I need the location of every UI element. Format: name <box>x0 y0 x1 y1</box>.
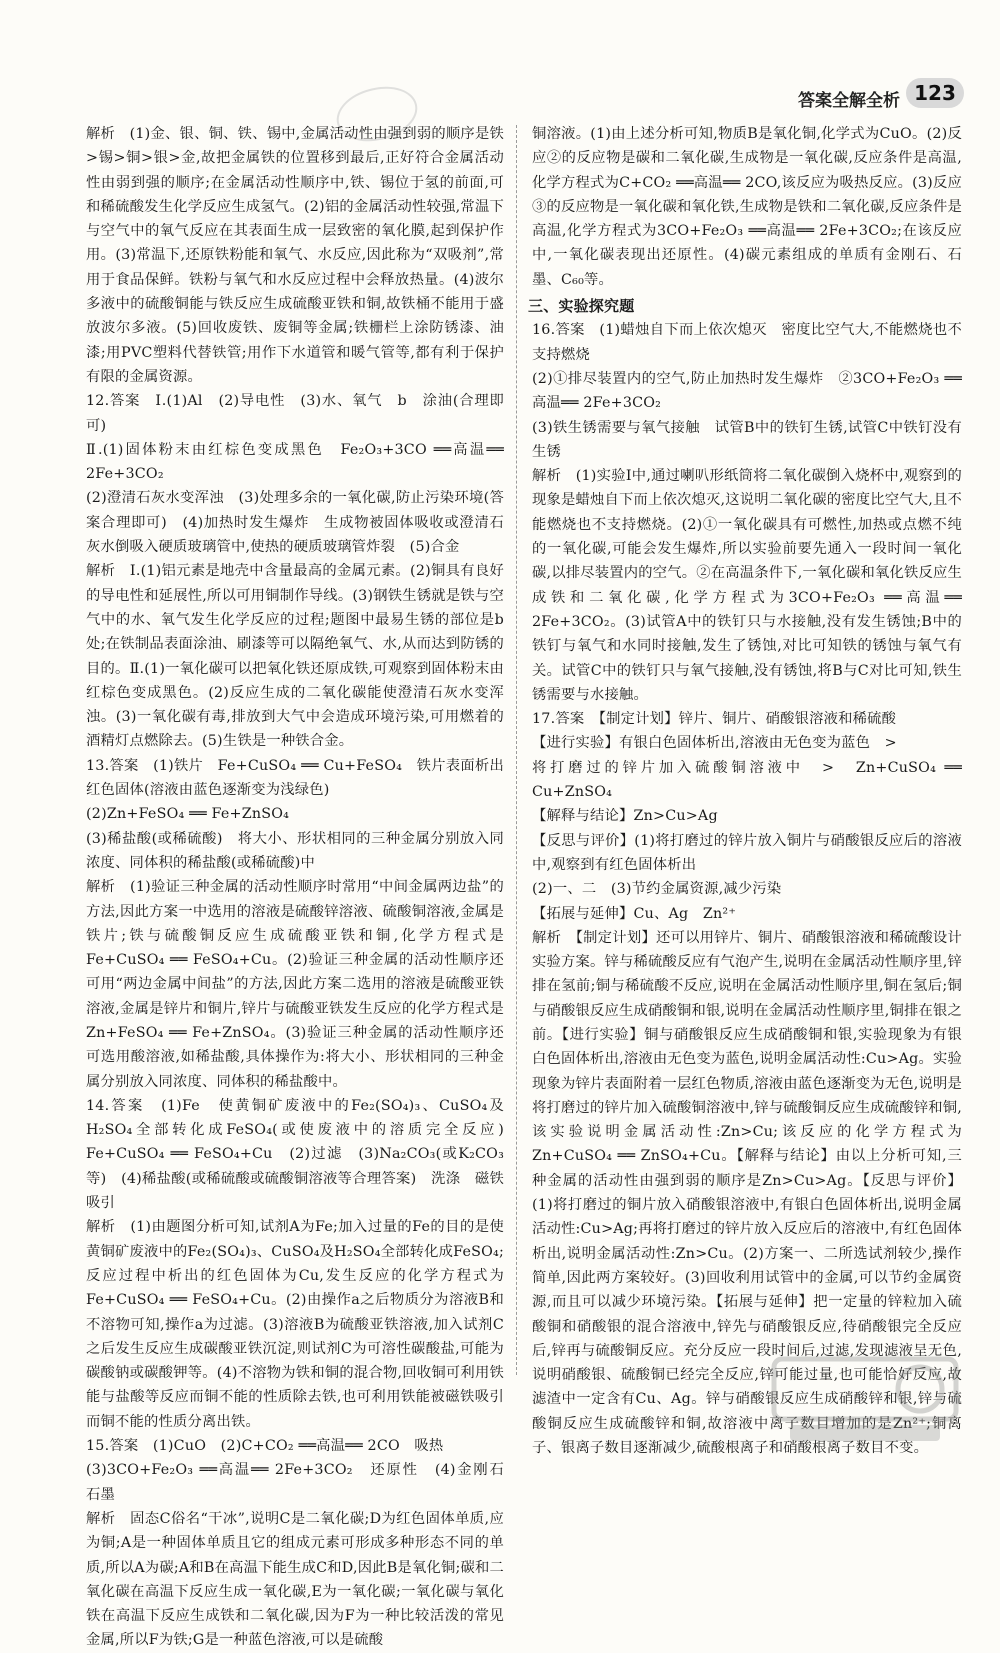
right-column <box>528 122 962 1460</box>
paragraph: 解析 (1)由题图分析可知,试剂A为Fe;加入过量的Fe的目的是使黄铜矿废液中的Fe₂(SO₄)₃、CuSO₄及H₂SO₄全部转化成FeSO₄;反应过程中析出的红色固体为Cu,发生反应的化学方程式为Fe+CuSO₄ ══ FeSO₄+Cu。(2)由操作a之后物质分为溶液B和不溶物可知,操作a为过滤。(3)溶液B为硫酸亚铁溶液,加入试剂C之后发生反应生成碳酸亚铁沉淀,则试剂C为可溶性碳酸盐,可能为碳酸钠或碳酸钾等。(4)不溶物为铁和铜的混合物,回收铜可利用铁能与盐酸等反应而铜不能的性质除去铁,也可利用铁能被磁铁吸引而铜不能的性质分离出铁。 <box>86 1219 504 1430</box>
paragraph: 【解释与结论】Zn>Cu>Ag <box>532 808 718 825</box>
header-title: 答案全解全析 <box>798 91 900 111</box>
paragraph: 15.答案 (1)CuO (2)C+CO₂ ══高温══ 2CO 吸热 <box>86 1438 444 1455</box>
paragraph: (3)3CO+Fe₂O₃ ══高温══ 2Fe+3CO₂ 还原性 (4)金刚石 石墨 <box>86 1462 519 1503</box>
paragraph: 解析 (1)金、银、铜、铁、锡中,金属活动性由强到弱的顺序是铁>锡>铜>银>金,故把金属铁的位置移到最后,正好符合金属活动性由弱到强的顺序;在金属活动性顺序中,铁、锡位于氢的前面,可和稀硫酸发生化学反应生成氢气。(2)铝的金属活动性较强,常温下与空气中的氧气反应在其表面生成一层致密的氧化膜,起到保护作用。(3)常温下,还原铁粉能和氧气、水反应,因此称为“双吸剂”,常用于食品保鲜。铁粉与氧气和水反应过程中会释放热量。(4)波尔多液中的硫酸铜能与铁反应生成硫酸亚铁和铜,故铁桶不能用于盛放波尔多液。(5)回收废铁、废铜等金属;铁栅栏上涂防锈漆、油漆;用PVC塑料代替铁管;用作下水道管和暖气管等,都有利于保护有限的金属资源。 <box>86 126 504 385</box>
column-divider <box>516 125 517 1375</box>
paragraph: 解析 (1)验证三种金属的活动性顺序时常用“中间金属两边盐”的方法,因此方案一中选用的溶液是硫酸锌溶液、硫酸铜溶液,金属是铁片;铁与硫酸铜反应生成硫酸亚铁和铜,化学方程式是Fe+CuSO₄ ══ FeSO₄+Cu。(2)验证三种金属的活动性顺序还可用“两边金属中间盐”的方法,因此方案二选用的溶液是硫酸亚铁溶液,金属是锌片和铜片,锌片与硫酸亚铁发生反应的化学方程式是Zn+FeSO₄ ══ Fe+ZnSO₄。(3)验证三种金属的活动性顺序还可选用酸溶液,如稀盐酸,具体操作为:将大小、形状相同的三种金属分别放入同浓度、同体积的稀盐酸中。 <box>86 879 504 1090</box>
paragraph: (3)稀盐酸(或稀硫酸) 将大小、形状相同的三种金属分别放入同浓度、同体积的稀盐酸(或稀硫酸)中 <box>86 830 504 871</box>
paragraph: Ⅱ.(1)固体粉末由红棕色变成黑色 Fe₂O₃+3CO ══高温══ 2Fe+3CO₂ <box>86 441 504 483</box>
left-column <box>86 122 519 1653</box>
paragraph: (2)Zn+FeSO₄ ══ Fe+ZnSO₄ <box>86 806 290 823</box>
paragraph: 【进行实验】有银白色固体析出,溶液由无色变为蓝色 > <box>532 735 897 752</box>
section-title: 三、实验探究题 <box>528 297 635 316</box>
page-header <box>0 0 1000 118</box>
paragraph: (3)铁生锈需要与氧气接触 试管B中的铁钉生锈,试管C中铁钉没有生锈 <box>532 419 962 460</box>
paragraph: 13.答案 (1)铁片 Fe+CuSO₄ ══ Cu+FeSO₄ 铁片表面析出红色固体(溶液由蓝色逐渐变为浅绿色) <box>86 757 504 799</box>
watermark-logo-icon <box>770 1355 960 1447</box>
paragraph: 解析 Ⅰ.(1)铝元素是地壳中含量最高的金属元素。(2)铜具有良好的导电性和延展性,所以可用铜制作导线。(3)钢铁生锈就是铁与空气中的水、氧气发生化学反应的过程;题图中最易生锈的部位是b处;在铁制品表面涂油、刷漆等可以隔绝氧气、水,从而达到防锈的目的。Ⅱ.(1)一氧化碳可以把氧化铁还原成铁,可观察到固体粉末由红棕色变成黑色。(2)反应生成的二氧化碳能使澄清石灰水变浑浊。(3)一氧化碳有毒,排放到大气中会造成环境污染,可用燃着的酒精灯点燃除去。(5)生铁是一种铁合金。 <box>86 563 504 750</box>
paragraph: 铜溶液。(1)由上述分析可知,物质B是氧化铜,化学式为CuO。(2)反应②的反应物是碳和二氧化碳,生成物是一氧化碳,反应条件是高温,化学方程式为C+CO₂ ══高温══ 2CO,该反应为吸热反应。(3)反应③的反应物是一氧化碳和氧化铁,生成物是铁和二氧化碳,反应条件是高温,化学方程式为3CO+Fe₂O₃ ══高温══ 2Fe+3CO₂;在该反应中,一氧化碳表现出还原性。(4)碳元素组成的单质有金刚石、石墨、C₆₀等。 <box>532 126 962 288</box>
paragraph: (2)一、二 (3)节约金属资源,减少污染 <box>532 881 782 898</box>
paragraph: 将打磨过的锌片加入硫酸铜溶液中 > Zn+CuSO₄ ══ Cu+ZnSO₄ <box>532 759 962 801</box>
paragraph: 14.答案 (1)Fe 使黄铜矿废液中的Fe₂(SO₄)₃、CuSO₄及H₂SO₄全部转化成FeSO₄(或使废液中的溶质完全反应) Fe+CuSO₄ ══ FeSO₄+Cu (2)过滤 (3)Na₂CO₃(或K₂CO₃等) (4)稀盐酸(或稀硫酸或硫酸铜溶液等合理答案) 洗涤 磁铁吸引 <box>86 1097 519 1212</box>
paragraph: 解析 (1)实验Ⅰ中,通过喇叭形纸筒将二氧化碳倒入烧杯中,观察到的现象是蜡烛自下而上依次熄灭,这说明二氧化碳的密度比空气大,且不能燃烧也不支持燃烧。(2)①一氧化碳具有可燃性,加热或点燃不纯的一氧化碳,可能会发生爆炸,所以实验前要先通入一段时间一氧化碳,以排尽装置内的空气。②在高温条件下,一氧化碳和氧化铁反应生成铁和二氧化碳,化学方程式为3CO+Fe₂O₃ ══高温══ 2Fe+3CO₂。(3)试管A中的铁钉只与水接触,没有发生锈蚀;B中的铁钉与氧气和水同时接触,发生了锈蚀,对比可知铁的锈蚀与氧气有关。试管C中的铁钉只与氧气接触,没有锈蚀,将B与C对比可知,铁生锈需要与水接触。 <box>532 468 962 703</box>
paragraph: 17.答案 【制定计划】锌片、铜片、硝酸银溶液和稀硫酸 <box>532 711 897 728</box>
paragraph: (2)①排尽装置内的空气,防止加热时发生爆炸 ②3CO+Fe₂O₃ ══高温══ 2Fe+3CO₂ <box>532 370 962 412</box>
paragraph: 【反思与评价】(1)将打磨过的锌片放入铜片与硝酸银反应后的溶液中,观察到有红色固体析出 <box>532 832 962 873</box>
paragraph: (2)澄清石灰水变浑浊 (3)处理多余的一氧化碳,防止污染环境(答案合理即可) (4)加热时发生爆炸 生成物被固体吸收或澄清石灰水倒吸入硬质玻璃管中,使热的硬质玻璃管炸裂 (5)合金 <box>86 490 504 556</box>
paragraph: 【拓展与延伸】Cu、Ag Zn²⁺ <box>532 905 737 922</box>
paragraph: 解析 【制定计划】还可以用锌片、铜片、硝酸银溶液和稀硫酸设计实验方案。锌与稀硫酸反应有气泡产生,说明在金属活动性顺序里,锌排在氢前;铜与稀硫酸不反应,说明在金属活动性顺序里,铜在氢后;铜与硝酸银反应生成硝酸铜和银,说明在金属活动性顺序里,铜排在银之前。【进行实验】铜与硝酸银反应生成硝酸铜和银,实验现象为有银白色固体析出,溶液由无色变为蓝色,说明金属活动性:Cu>Ag。实验现象为锌片表面附着一层红色物质,溶液由蓝色逐渐变为无色,说明是将打磨过的锌片加入硫酸铜溶液中,锌与硫酸铜反应生成硫酸锌和铜,该实验说明金属活动性:Zn>Cu;该反应的化学方程式为Zn+CuSO₄ ══ ZnSO₄+Cu。【解释与结论】由以上分析可知,三种金属的活动性由强到弱的顺序是Zn>Cu>Ag。【反思与评价】(1)将打磨过的铜片放入硝酸银溶液中,有银白色固体析出,说明金属活动性:Cu>Ag;再将打磨过的锌片放入反应后的溶液中,有红色固体析出,说明金属活动性:Zn>Cu。(2)方案一、二所选试剂较少,操作简单,因此两方案较好。(3)回收利用试管中的金属,可以节约金属资源,而且可以减少环境污染。【拓展与延伸】把一定量的锌粒加入硫酸铜和硝酸银的混合溶液中,锌先与硝酸银反应,待硝酸银完全反应后,锌再与硫酸铜反应。充分反应一段时间后,过滤,发现滤液呈无色,说明硝酸银、硫酸铜已经完全反应,锌可能过量,也可能恰好反应,故滤渣中一定含有Cu、Ag。锌与硝酸银反应生成硝酸锌和银,锌与硫酸铜反应生成硫酸锌和铜,故溶液中离子数目增加的是Zn²⁺;铜离子、银离子数目逐渐减少,硫酸根离子和硝酸根离子数目不变。 <box>532 929 962 1457</box>
paragraph: 解析 固态C俗名“干冰”,说明C是二氧化碳;D为红色固体单质,应为铜;A是一种固体单质且它的组成元素可形成多种形态不同的单质,所以A为碳;A和B在高温下能生成C和D,因此B是氧化铜;碳和二氧化碳在高温下反应生成一氧化碳,E为一氧化碳;一氧化碳与氧化铁在高温下反应生成铁和二氧化碳,因为F为一种比较活泼的常见金属,所以F为铁;G是一种蓝色溶液,可以是硫酸 <box>86 1510 504 1649</box>
paragraph: 16.答案 (1)蜡烛自下而上依次熄灭 密度比空气大,不能燃烧也不支持燃烧 <box>532 322 962 363</box>
paragraph: 12.答案 Ⅰ.(1)Al (2)导电性 (3)水、氧气 b 涂油(合理即可) <box>86 393 504 434</box>
page-number-badge: 123 <box>906 78 964 108</box>
